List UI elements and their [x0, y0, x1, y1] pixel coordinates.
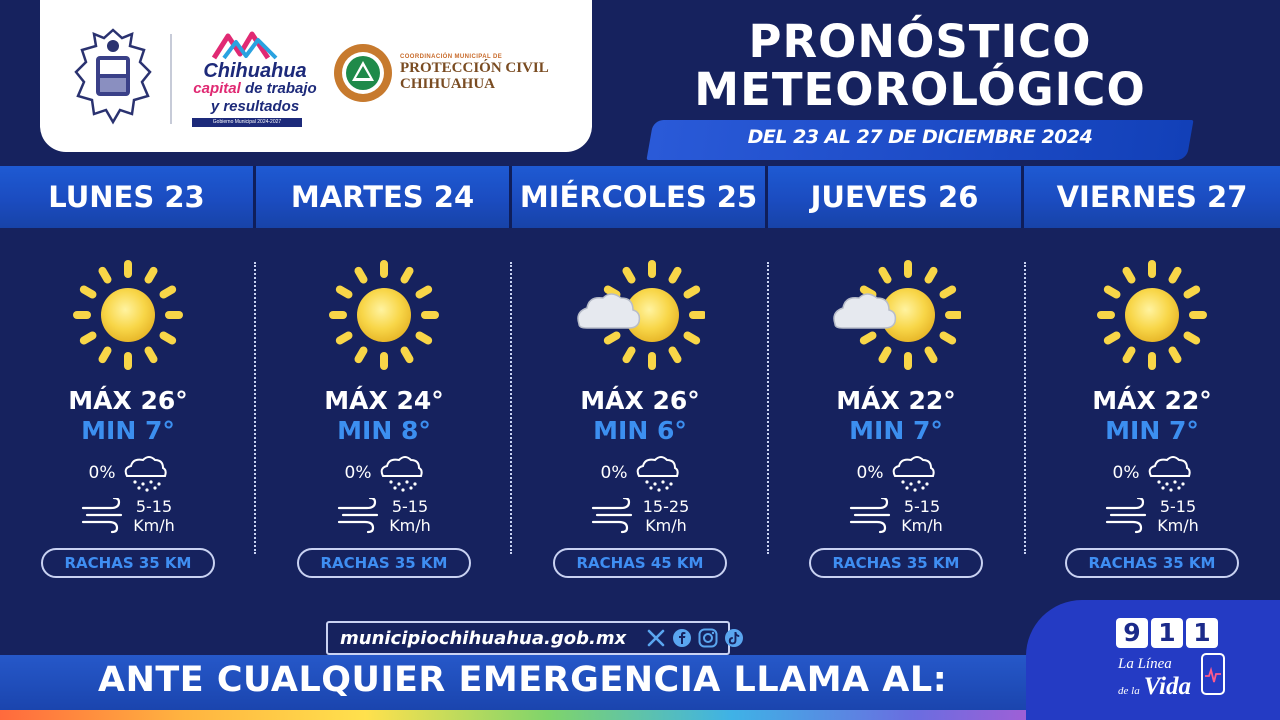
- day-column-viernes: [1024, 250, 1280, 590]
- wind-speed-unit: Km/h: [389, 516, 431, 535]
- wind-speed-unit: Km/h: [133, 516, 175, 535]
- rain-row: [1024, 455, 1280, 491]
- wind-speed-unit: Km/h: [1157, 516, 1199, 535]
- chihuahua-logo-line2-rest: de trabajo: [240, 80, 317, 97]
- gobierno-strip: Gobierno Municipal 2024-2027: [192, 118, 302, 127]
- rain-row: [512, 455, 768, 491]
- wind-icon: [591, 498, 633, 534]
- pc-small: COORDINACIÓN MUNICIPAL DE: [400, 54, 503, 60]
- sun-cloud-icon: [575, 260, 705, 370]
- proteccion-civil-text: [400, 54, 549, 92]
- rain-probability: 0%: [1112, 463, 1140, 483]
- chihuahua-mountains-icon: [210, 30, 280, 60]
- x-icon[interactable]: [646, 628, 666, 648]
- wind-speed-range: 5-15: [903, 497, 941, 516]
- emergency-number[interactable]: [1116, 618, 1218, 648]
- day-header: LUNES 23: [0, 166, 256, 228]
- day-header: MARTES 24: [256, 166, 512, 228]
- wind-icon: [337, 498, 379, 534]
- title-line1: PRONÓSTICO: [748, 15, 1092, 68]
- linea-a: La Línea: [1118, 656, 1172, 672]
- phone-icon: [1200, 652, 1226, 696]
- day-column-martes: [256, 250, 512, 590]
- rain-cloud-icon: [377, 454, 423, 492]
- rain-cloud-icon: [889, 454, 935, 492]
- rain-cloud-icon: [121, 454, 167, 492]
- day-column-lunes: [0, 250, 256, 590]
- wind-speed-range: 5-15: [391, 497, 429, 516]
- min-temp: MIN 7°: [1105, 416, 1199, 445]
- sun-icon: [63, 260, 193, 370]
- wind-speed: [643, 497, 690, 535]
- wind-speed-range: 5-15: [1159, 497, 1197, 516]
- wind-speed-unit: Km/h: [645, 516, 687, 535]
- sun-cloud-icon: [831, 260, 961, 370]
- day-header: MIÉRCOLES 25: [512, 166, 768, 228]
- sun-icon: [319, 260, 449, 370]
- title-line2: METEOROLÓGICO: [694, 63, 1146, 116]
- wind-speed-range: 15-25: [642, 497, 690, 516]
- gusts-badge: RACHAS 35 KM: [297, 548, 471, 578]
- gusts-badge: RACHAS 35 KM: [1065, 548, 1239, 578]
- wind-row: [512, 496, 768, 536]
- max-temp: MÁX 26°: [68, 386, 188, 415]
- day-column-jueves: [768, 250, 1024, 590]
- min-temp: MIN 6°: [593, 416, 687, 445]
- wind-icon: [849, 498, 891, 534]
- linea-c: Vida: [1143, 673, 1191, 700]
- day-header-band: [0, 166, 1280, 228]
- gusts-badge: RACHAS 35 KM: [809, 548, 983, 578]
- tiktok-icon[interactable]: [724, 628, 744, 648]
- wind-row: [1024, 496, 1280, 536]
- website-link[interactable]: municipiochihuahua.gob.mx: [340, 627, 627, 649]
- website-box[interactable]: [326, 621, 730, 655]
- min-temp: MIN 7°: [81, 416, 175, 445]
- instagram-icon[interactable]: [698, 628, 718, 648]
- chihuahua-logo-line2: [190, 80, 320, 98]
- rain-probability: 0%: [856, 463, 884, 483]
- wind-row: [768, 496, 1024, 536]
- rain-row: [768, 455, 1024, 491]
- date-range: DEL 23 AL 27 DE DICIEMBRE 2024: [747, 126, 1093, 148]
- rain-probability: 0%: [344, 463, 372, 483]
- gusts-badge: RACHAS 45 KM: [553, 548, 727, 578]
- logo-separator: [170, 34, 172, 124]
- wind-icon: [1105, 498, 1147, 534]
- rain-row: [256, 455, 512, 491]
- emergency-text: ANTE CUALQUIER EMERGENCIA LLAMA AL:: [98, 660, 948, 700]
- wind-speed: [133, 497, 175, 535]
- max-temp: MÁX 26°: [580, 386, 700, 415]
- rain-probability: 0%: [88, 463, 116, 483]
- wind-icon: [81, 498, 123, 534]
- wind-row: [0, 496, 256, 536]
- wind-speed: [1157, 497, 1199, 535]
- city-crest-icon: [70, 26, 156, 126]
- rain-probability: 0%: [600, 463, 628, 483]
- wind-speed: [389, 497, 431, 535]
- digit: 1: [1151, 618, 1183, 648]
- chihuahua-logo-accent: capital: [193, 80, 241, 97]
- wind-speed-range: 5-15: [135, 497, 173, 516]
- facebook-icon[interactable]: [672, 628, 692, 648]
- pc-line2: CHIHUAHUA: [400, 76, 496, 92]
- max-temp: MÁX 22°: [1092, 386, 1212, 415]
- rain-cloud-icon: [1145, 454, 1191, 492]
- day-header: VIERNES 27: [1056, 180, 1248, 214]
- chihuahua-logo-line1: Chihuahua: [203, 60, 307, 82]
- proteccion-civil-emblem-icon: [332, 42, 394, 104]
- rain-cloud-icon: [633, 454, 679, 492]
- digit: 9: [1116, 618, 1148, 648]
- min-temp: MIN 7°: [849, 416, 943, 445]
- wind-speed: [901, 497, 943, 535]
- chihuahua-logo-text: [190, 62, 320, 116]
- logo-card: [40, 0, 592, 152]
- linea-b: de la: [1118, 685, 1140, 697]
- rain-row: [0, 455, 256, 491]
- digit: 1: [1186, 618, 1218, 648]
- max-temp: MÁX 24°: [324, 386, 444, 415]
- day-column-miercoles: [512, 250, 768, 590]
- min-temp: MIN 8°: [337, 416, 431, 445]
- wind-row: [256, 496, 512, 536]
- max-temp: MÁX 22°: [836, 386, 956, 415]
- chihuahua-logo-line3: y resultados: [210, 98, 300, 115]
- day-header: JUEVES 26: [768, 166, 1024, 228]
- social-icons: [646, 628, 744, 648]
- sun-icon: [1087, 260, 1217, 370]
- page-title: [650, 15, 1190, 116]
- gusts-badge: RACHAS 35 KM: [41, 548, 215, 578]
- pc-line1: PROTECCIÓN CIVIL: [400, 60, 549, 76]
- wind-speed-unit: Km/h: [901, 516, 943, 535]
